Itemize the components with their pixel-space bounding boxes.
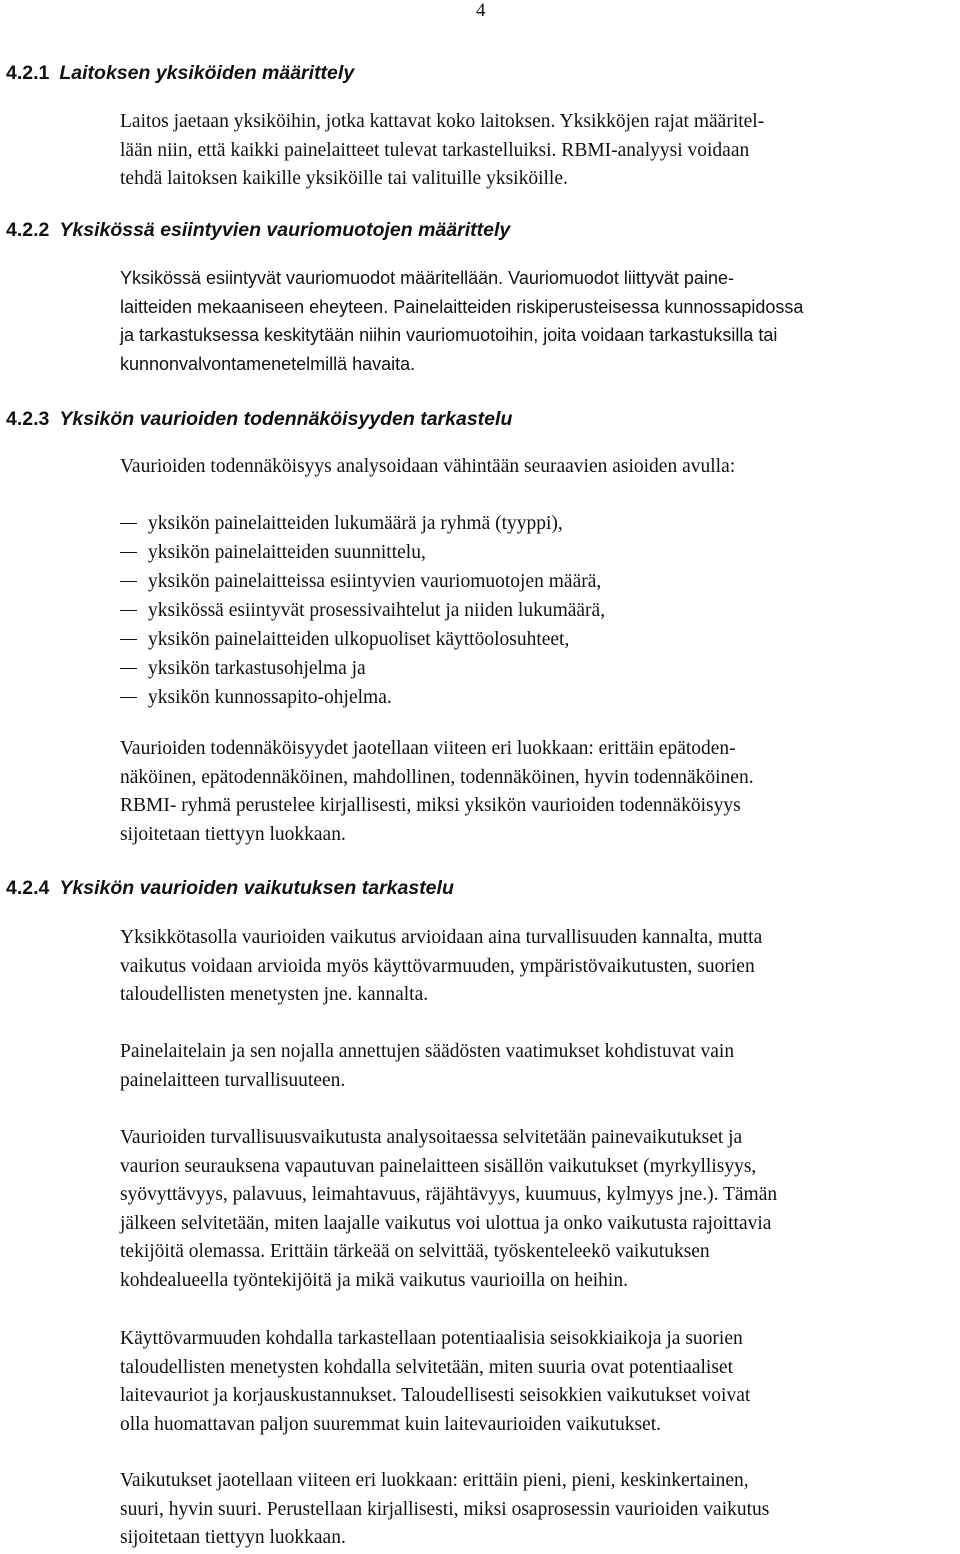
page-number: 4 [476,0,486,21]
list-item-text: yksikössä esiintyvät prosessivaihtelut ja niiden lukumäärä, [148,600,606,621]
text-line: sijoitetaan tiettyyn luokkaan. [120,823,346,845]
text-line: olla huomattavan paljon suuremmat kuin laitevaurioiden vaikutukset. [120,1413,661,1435]
paragraph [120,1038,942,1095]
text-line: vaikutus voidaan arvioida myös käyttövarmuuden, ympäristövaikutusten, suorien [120,955,755,977]
dash-bullet-icon [120,610,137,611]
text-line: ja tarkastuksessa keskitytään niihin vauriomuotoihin, joita voidaan tarkastuksilla tai [120,325,778,345]
paragraph [120,735,942,849]
list-item [120,683,942,712]
section-title: Yksikön vaurioiden vaikutuksen tarkastelu [59,877,454,899]
section-title: Yksikössä esiintyvien vauriomuotojen määrittely [59,219,511,241]
text-line: Yksikkötasolla vaurioiden vaikutus arvioidaan aina turvallisuuden kannalta, mutta [120,927,763,948]
text-line: lään niin, että kaikki painelaitteet tulevat tarkastelluiksi. RBMI-analyysi voidaan [120,139,750,161]
text-line: jälkeen selvitetään, miten laajalle vaikutus voi ulottua ja onko vaikutusta rajoittavia [120,1212,772,1234]
text-line: taloudellisten menetysten kohdalla selvitetään, miten suuria ovat potentiaaliset [120,1356,733,1378]
section-number: 4.2.3 [6,408,50,430]
list-item [120,625,942,654]
list-item-text: yksikön painelaitteiden ulkopuoliset käyttöolosuhteet, [148,629,570,650]
text-line: laitteiden mekaaniseen eheyteen. Painelaitteiden riskiperusteisessa kunnossapidossa [120,296,804,317]
text-line: Vaurioiden turvallisuusvaikutusta analysoitaessa selvitetään painevaikutukset ja [120,1127,743,1148]
text-line: Vaurioiden todennäköisyys analysoidaan vähintään seuraavien asioiden avulla: [120,456,736,477]
dash-bullet-icon [120,697,137,698]
text-line: Vaurioiden todennäköisyydet jaotellaan viiteen eri luokkaan: erittäin epätoden- [120,738,736,759]
dash-bullet-icon [120,639,137,640]
list-item [120,596,942,625]
text-line: painelaitteen turvallisuuteen. [120,1069,346,1091]
dash-bullet-icon [120,668,137,669]
list-item-text: yksikön painelaitteiden lukumäärä ja ryhmä (tyyppi), [148,513,563,534]
text-line: taloudellisten menetysten jne. kannalta. [120,984,429,1005]
section-heading-4-2-4 [6,877,454,899]
text-line: tehdä laitoksen kaikille yksiköille tai valituille yksiköille. [120,168,568,189]
text-line: Painelaitelain ja sen nojalla annettujen säädösten vaatimukset kohdistuvat vain [120,1041,735,1062]
list-item [120,654,942,683]
text-line: laitevauriot ja korjauskustannukset. Taloudellisesti seisokkien vaikutukset voivat [120,1385,751,1406]
paragraph [120,1467,942,1553]
paragraph [120,1124,942,1295]
list-item-text: yksikön tarkastusohjelma ja [148,658,366,679]
text-line: RBMI- ryhmä perustelee kirjallisesti, miksi yksikön vaurioiden todennäköisyys [120,795,741,816]
text-line: sijoitetaan tiettyyn luokkaan. [120,1527,346,1548]
paragraph [120,108,942,194]
list-item-text: yksikön painelaitteissa esiintyvien vauriomuotojen määrä, [148,571,602,592]
list-item [120,538,942,567]
text-line: vaurion seurauksena vapautuvan painelaitteen sisällön vaikutukset (myrkyllisyys, [120,1155,757,1177]
text-line: syövyttävyys, palavuus, leimahtavuus, räjähtävyys, kuumuus, kylmyys jne.). Tämän [120,1184,778,1205]
dash-bullet-icon [120,552,137,553]
paragraph [120,1325,942,1439]
section-title: Laitoksen yksiköiden määrittely [59,62,355,84]
section-title: Yksikön vaurioiden todennäköisyyden tarkastelu [59,408,513,430]
section-number: 4.2.2 [6,219,50,241]
list-item [120,567,942,596]
paragraph [120,264,942,378]
text-line: tekijöitä olemassa. Erittäin tärkeää on selvittää, työskenteleekö vaikutuksen [120,1241,710,1262]
section-heading-4-2-1 [6,62,354,84]
text-line: Vaikutukset jaotellaan viiteen eri luokkaan: erittäin pieni, pieni, keskinkertainen, [120,1470,749,1491]
list-item [120,509,942,538]
paragraph [120,924,942,1010]
text-line: kohdealueella työntekijöitä ja mikä vaikutus vaurioilla on heihin. [120,1269,628,1291]
section-heading-4-2-2 [6,219,510,241]
section-number: 4.2.1 [6,62,50,84]
text-line: Yksikössä esiintyvät vauriomuodot määritellään. Vauriomuodot liittyvät paine- [120,268,734,288]
dash-bullet-icon [120,523,137,524]
text-line: Käyttövarmuuden kohdalla tarkastellaan potentiaalisia seisokkiaikoja ja suorien [120,1328,743,1349]
dash-bullet-icon [120,581,137,582]
text-line: näköinen, epätodennäköinen, mahdollinen, todennäköinen, hyvin todennäköinen. [120,766,754,788]
list-item-text: yksikön kunnossapito-ohjelma. [148,687,392,708]
paragraph [120,453,942,482]
section-heading-4-2-3 [6,408,512,430]
text-line: Laitos jaetaan yksiköihin, jotka kattavat koko laitoksen. Yksikköjen rajat määritel- [120,111,765,132]
text-line: suuri, hyvin suuri. Perustellaan kirjallisesti, miksi osaprosessin vaurioiden vaikutus [120,1498,770,1520]
text-line: kunnonvalvontamenetelmillä havaita. [120,353,416,374]
bullet-list [120,509,942,712]
section-number: 4.2.4 [6,877,50,899]
list-item-text: yksikön painelaitteiden suunnittelu, [148,542,426,563]
